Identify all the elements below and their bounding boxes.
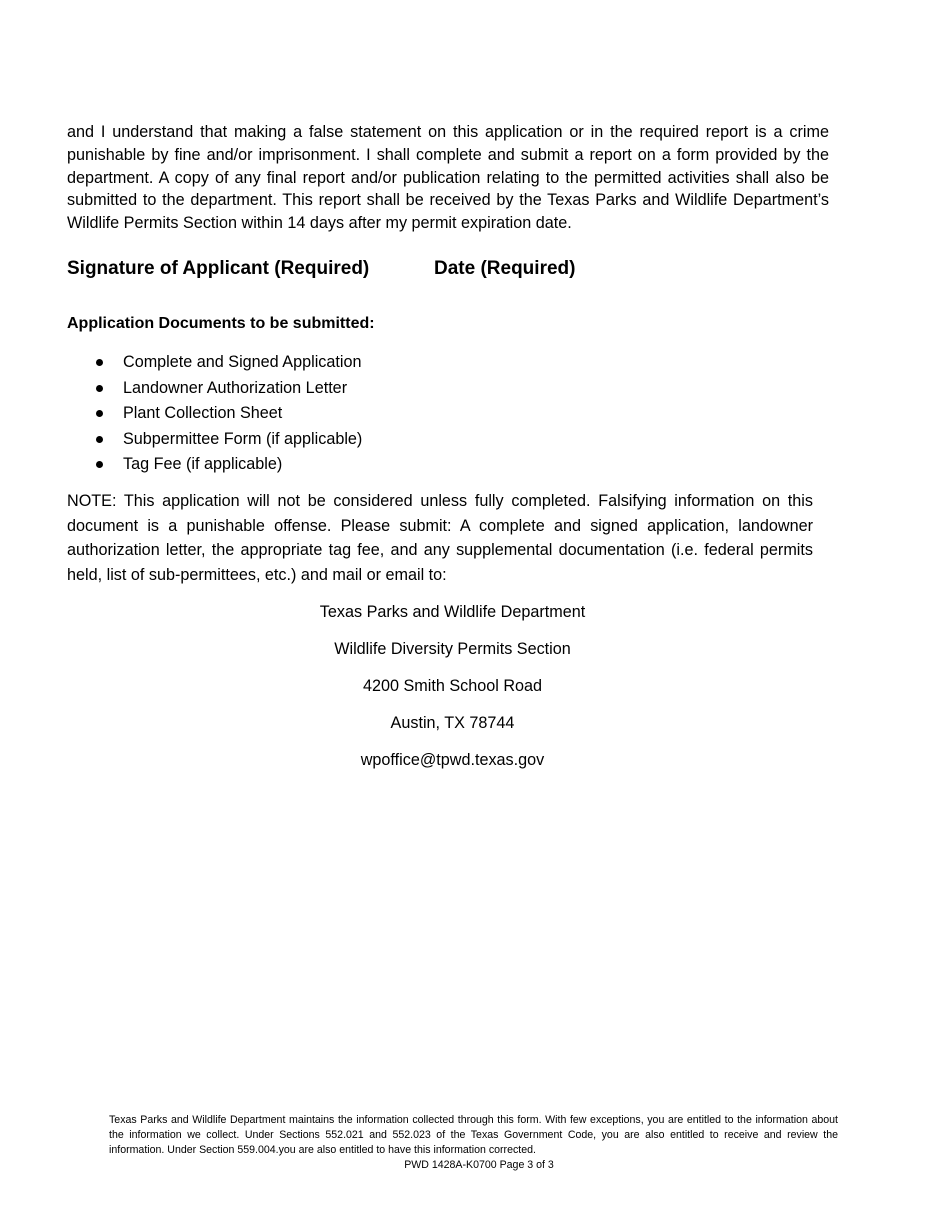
bullet-icon [96, 436, 103, 443]
list-item-label: Complete and Signed Application [123, 353, 362, 371]
address-section: Wildlife Diversity Permits Section [334, 640, 571, 658]
bullet-icon [96, 410, 103, 417]
bullet-icon [96, 461, 103, 468]
list-item-label: Landowner Authorization Letter [123, 378, 348, 397]
documents-list [67, 350, 362, 478]
signature-label: Signature of Applicant (Required) [67, 258, 370, 279]
bullet-icon [96, 359, 103, 366]
address-email[interactable]: wpoffice@tpwd.texas.gov [360, 751, 545, 769]
list-item [67, 401, 362, 427]
bullet-icon [96, 385, 103, 392]
list-item-label: Plant Collection Sheet [123, 404, 283, 422]
list-item-label: Subpermittee Form (if applicable) [123, 429, 363, 448]
mailing-address [0, 600, 905, 785]
date-label: Date (Required) [434, 258, 576, 279]
signature-row [67, 258, 829, 286]
address-street: 4200 Smith School Road [362, 677, 543, 695]
list-item [67, 427, 362, 453]
intro-paragraph: and I understand that making a false statement on this application or in the required report is a crime punishable by fine and/or imprisonment. I shall complete and submit a report on a form provided by the department. A copy of any final report and/or publication relating to the permitted activities shall also be submitted to the department. This report shall be received by the Texas Parks and Wildlife Department’s Wildlife Permits Section within 14 days after my permit expiration date. [67, 123, 829, 233]
address-department: Texas Parks and Wildlife Department [319, 603, 586, 621]
footer-notice: Texas Parks and Wildlife Department maintains the information collected through this form. With few exceptions, you are entitled to the information about the information we collect. Under Sections 552.021 and 552.023 of the Texas Government Code, you are also entitled to receive and review the information. Under Section 559.004.you are also entitled to have this information corrected. [109, 1114, 838, 1157]
page-number: PWD 1428A-K0700 Page 3 of 3 [404, 1159, 554, 1171]
list-item [67, 350, 362, 376]
address-city: Austin, TX 78744 [390, 714, 515, 732]
note-paragraph: NOTE: This application will not be considered unless fully completed. Falsifying information on this document is a punishable offense. Please submit: A complete and signed application, landowner authorization letter, the appropriate tag fee, and any supplemental documentation (i.e. federal permits held, list of sub-permittees, etc.) and mail or email to: [67, 492, 813, 584]
list-item-label: Tag Fee (if applicable) [123, 455, 283, 473]
list-item [67, 376, 362, 402]
list-item [67, 452, 362, 478]
documents-heading: Application Documents to be submitted: [67, 315, 375, 332]
